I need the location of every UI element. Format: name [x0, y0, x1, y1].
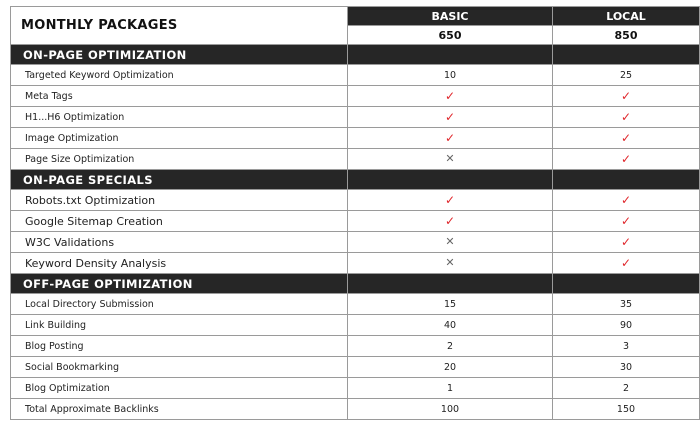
checkmark-icon: ✓	[620, 151, 632, 166]
value-local: 2	[553, 378, 700, 399]
section-header-blank	[348, 170, 553, 190]
value-basic	[348, 149, 553, 170]
table-row	[11, 128, 700, 149]
value-local: 90	[553, 315, 700, 336]
table-row	[11, 399, 700, 420]
table-row	[11, 315, 700, 336]
checkmark-icon: ✓	[444, 213, 456, 228]
feature-label: Local Directory Submission	[11, 294, 348, 315]
value-local	[553, 107, 700, 128]
feature-label: Page Size Optimization	[11, 149, 348, 170]
value-local	[553, 128, 700, 149]
section-title: ON-PAGE SPECIALS	[11, 170, 348, 190]
section-header	[11, 274, 700, 294]
feature-label: Link Building	[11, 315, 348, 336]
feature-label: Targeted Keyword Optimization	[11, 65, 348, 86]
cross-icon: ✕	[445, 235, 455, 248]
section-header-blank	[553, 45, 700, 65]
checkmark-icon: ✓	[620, 192, 632, 207]
table-row	[11, 336, 700, 357]
feature-label: Keyword Density Analysis	[11, 253, 348, 274]
cross-icon: ✕	[445, 152, 455, 165]
cross-icon: ✕	[445, 256, 455, 269]
checkmark-icon: ✓	[444, 130, 456, 145]
feature-label: H1...H6 Optimization	[11, 107, 348, 128]
value-basic	[348, 253, 553, 274]
section-header-blank	[348, 274, 553, 294]
value-basic	[348, 211, 553, 232]
feature-label: Blog Posting	[11, 336, 348, 357]
checkmark-icon: ✓	[444, 88, 456, 103]
table-row	[11, 149, 700, 170]
table-row	[11, 190, 700, 211]
value-local	[553, 86, 700, 107]
section-title: ON-PAGE OPTIMIZATION	[11, 45, 348, 65]
value-local	[553, 232, 700, 253]
value-basic	[348, 86, 553, 107]
value-local: 30	[553, 357, 700, 378]
value-local: 3	[553, 336, 700, 357]
section-header	[11, 170, 700, 190]
table-row	[11, 357, 700, 378]
value-local: 25	[553, 65, 700, 86]
section-header-blank	[553, 170, 700, 190]
value-basic	[348, 190, 553, 211]
table-row	[11, 65, 700, 86]
table-row	[11, 211, 700, 232]
table-row	[11, 294, 700, 315]
value-local	[553, 149, 700, 170]
checkmark-icon: ✓	[620, 109, 632, 124]
table-row	[11, 107, 700, 128]
feature-label: Total Approximate Backlinks	[11, 399, 348, 420]
checkmark-icon: ✓	[620, 255, 632, 270]
section-header-blank	[348, 45, 553, 65]
value-local	[553, 190, 700, 211]
table-title: MONTHLY PACKAGES	[11, 7, 348, 45]
plan-basic-name: BASIC	[348, 7, 553, 26]
feature-label: Social Bookmarking	[11, 357, 348, 378]
packages-table	[10, 6, 700, 420]
feature-label: Robots.txt Optimization	[11, 190, 348, 211]
feature-label: Image Optimization	[11, 128, 348, 149]
plan-basic-price: 650	[348, 26, 553, 45]
value-basic: 100	[348, 399, 553, 420]
value-basic	[348, 128, 553, 149]
section-header	[11, 45, 700, 65]
feature-label: Google Sitemap Creation	[11, 211, 348, 232]
checkmark-icon: ✓	[620, 213, 632, 228]
value-basic: 40	[348, 315, 553, 336]
feature-label: Meta Tags	[11, 86, 348, 107]
table-row	[11, 378, 700, 399]
value-local: 150	[553, 399, 700, 420]
value-basic: 20	[348, 357, 553, 378]
checkmark-icon: ✓	[444, 192, 456, 207]
checkmark-icon: ✓	[620, 234, 632, 249]
feature-label: W3C Validations	[11, 232, 348, 253]
checkmark-icon: ✓	[620, 88, 632, 103]
checkmark-icon: ✓	[620, 130, 632, 145]
section-header-blank	[553, 274, 700, 294]
feature-label: Blog Optimization	[11, 378, 348, 399]
value-basic	[348, 107, 553, 128]
plan-local-name: LOCAL	[553, 7, 700, 26]
value-basic: 10	[348, 65, 553, 86]
table-row	[11, 86, 700, 107]
value-basic: 15	[348, 294, 553, 315]
value-basic: 2	[348, 336, 553, 357]
section-title: OFF-PAGE OPTIMIZATION	[11, 274, 348, 294]
table-row	[11, 253, 700, 274]
plan-local-price: 850	[553, 26, 700, 45]
value-local	[553, 211, 700, 232]
value-local: 35	[553, 294, 700, 315]
checkmark-icon: ✓	[444, 109, 456, 124]
table-row	[11, 232, 700, 253]
value-local	[553, 253, 700, 274]
value-basic: 1	[348, 378, 553, 399]
value-basic	[348, 232, 553, 253]
